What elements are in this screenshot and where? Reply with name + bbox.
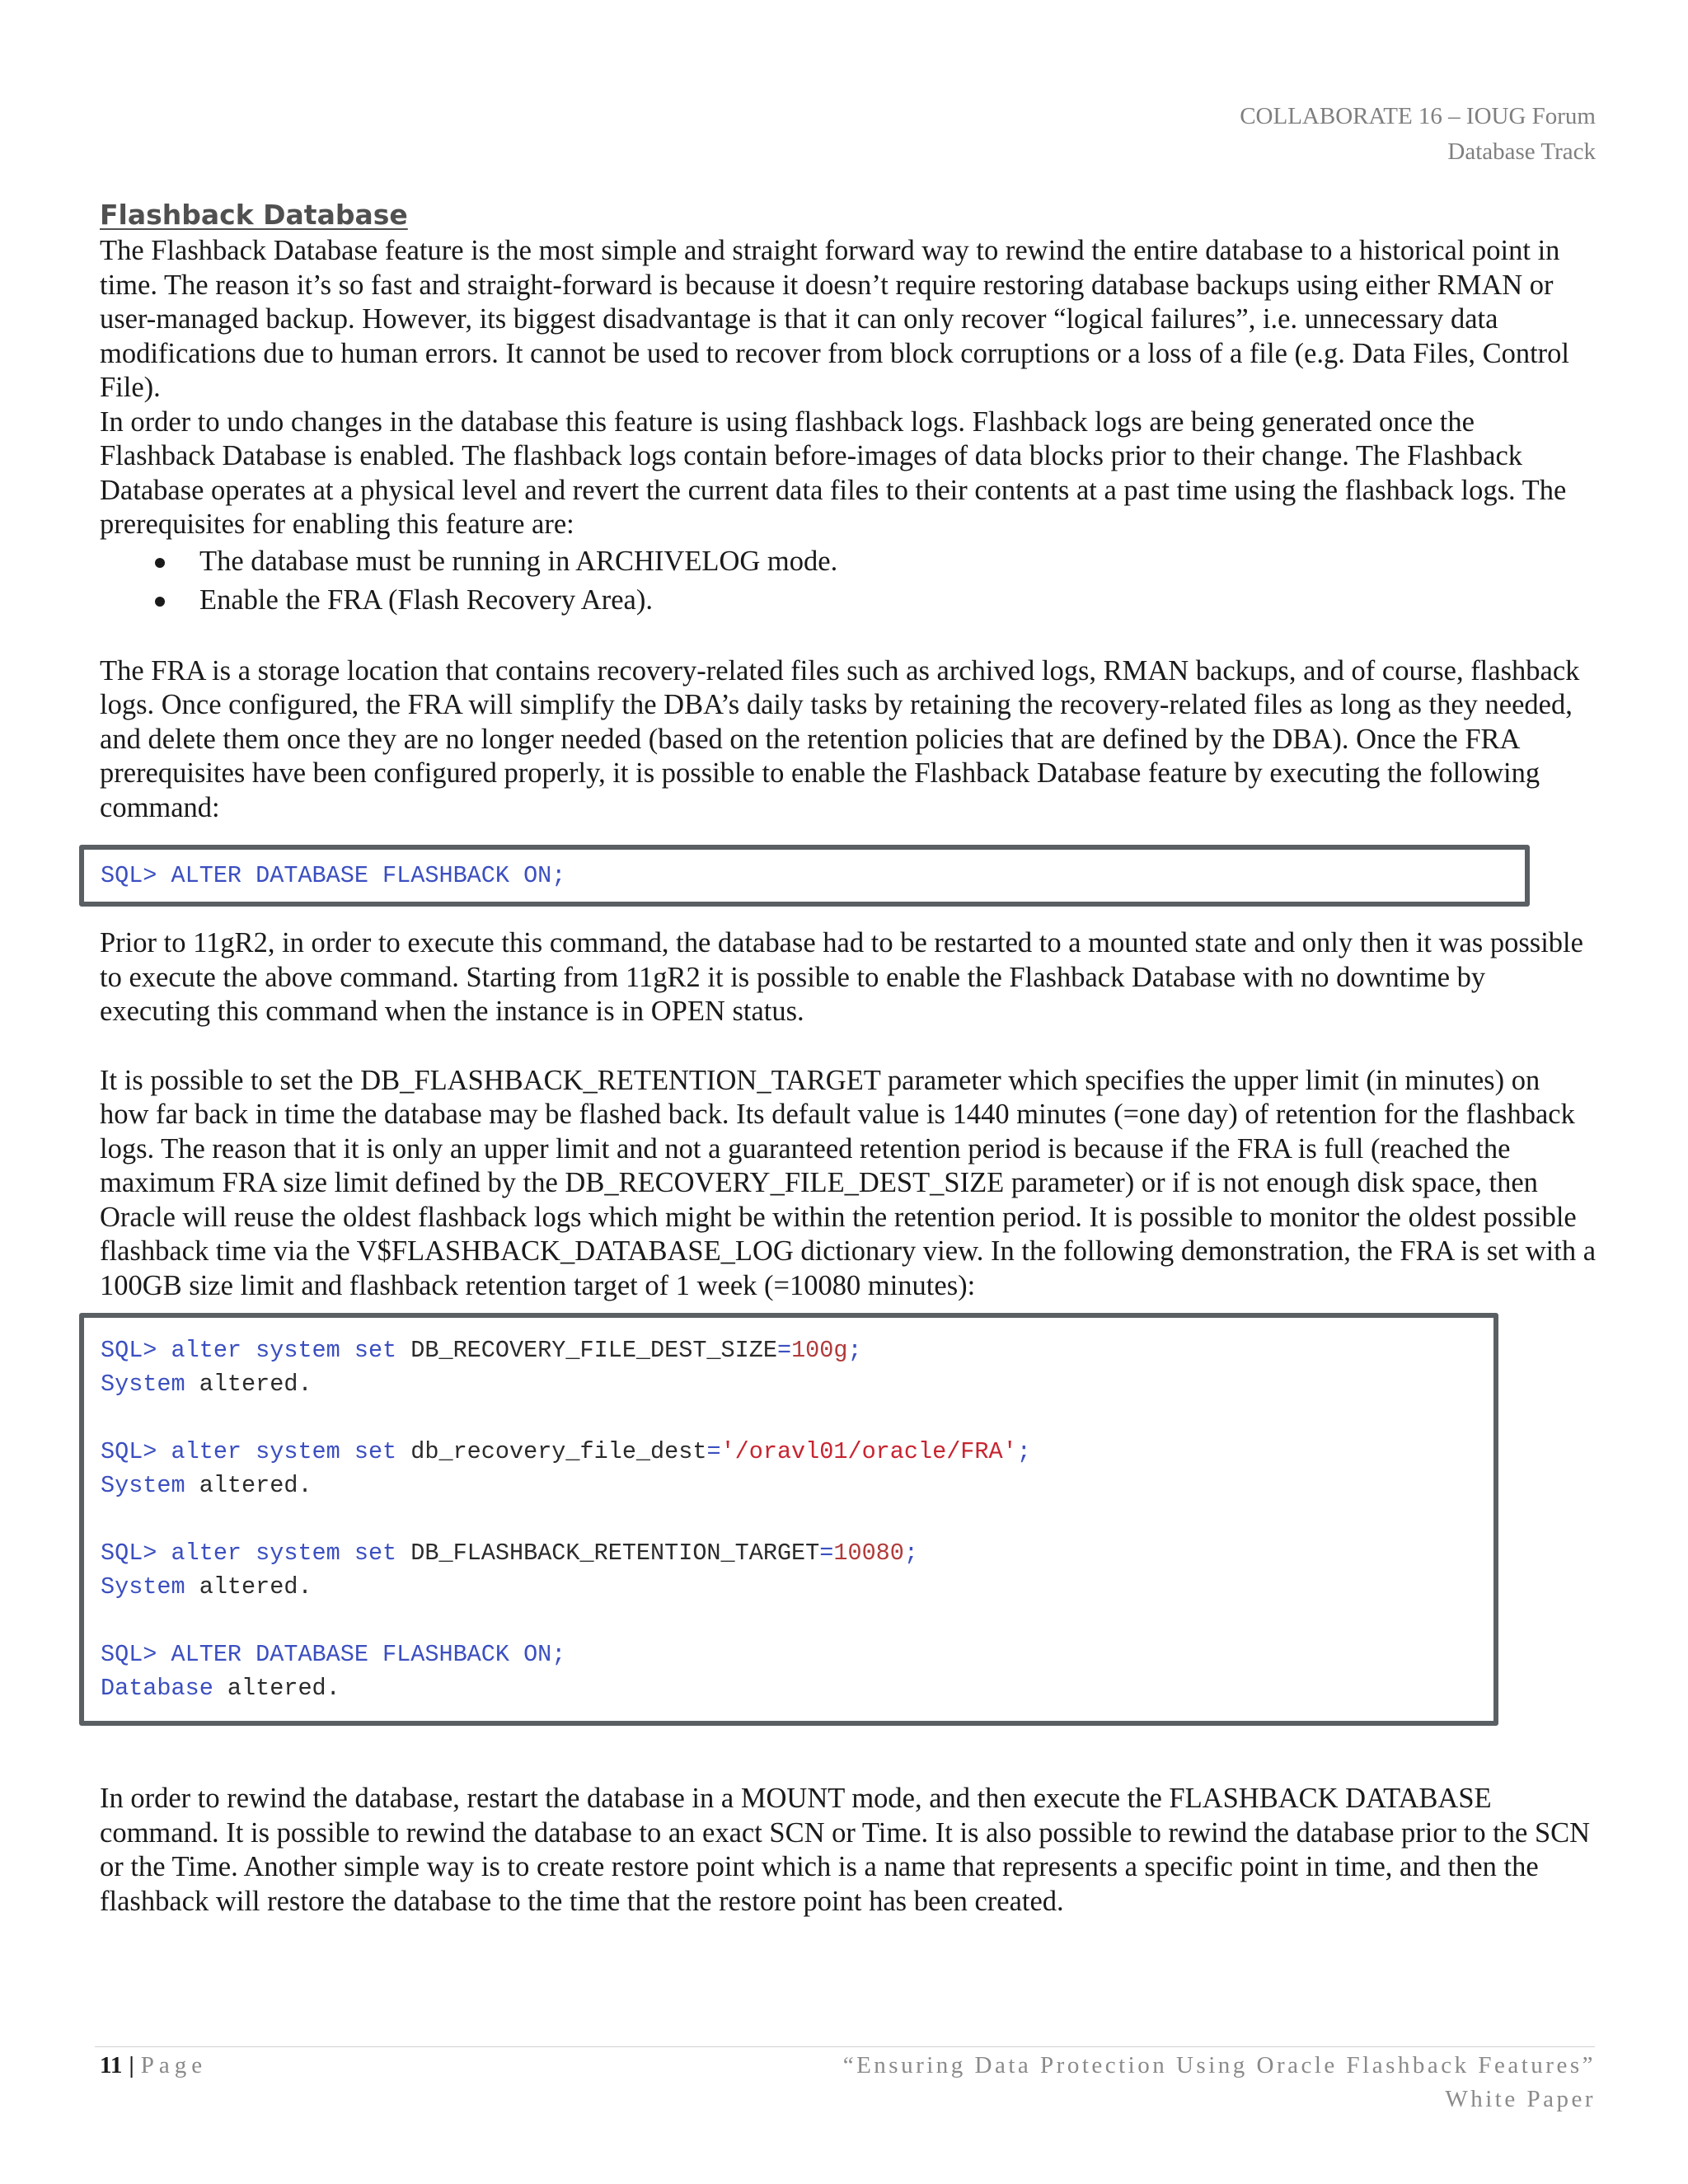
paragraph-rewind: In order to rewind the database, restart the database in a MOUNT mode, and then execute the FLASHBACK DATABASE command. It is possible to rewind the database to an exact SCN or Time. It is also possible to rewind the database prior to the SCN or the Time. Another simple way is to create restore point which is a name that represents a specific point in time, and then the flashback will restore the database to the time that the restore point has been created. (100, 1783, 1591, 1917)
header-track: Database Track (1447, 138, 1596, 165)
footer-paper-title: “Ensuring Data Protection Using Oracle Flashback Features” (842, 2052, 1596, 2079)
paragraph-intro: The Flashback Database feature is the most simple and straight forward way to rewind the entire database to a historical point in time. The reason it’s so fast and straight-forward is because it doesn’t require restoring database backups using either RMAN or user-managed backup. However, its biggest disadvantage is that it can only recover “logical failures”, i.e. unnecessary data modifications due to human errors. It cannot be used to recover from block corruptions or a loss of a file (e.g. Data Files, Control File). (100, 235, 1569, 403)
page-label: Page (140, 2052, 208, 2079)
code-block-enable-flashback (79, 845, 1530, 907)
page-number: 11 (100, 2052, 123, 2079)
bullet-icon (155, 558, 165, 568)
code-line: SQL> alter system set DB_RECOVERY_FILE_DEST_SIZE=100g; (101, 1337, 862, 1364)
page-header (854, 99, 1596, 170)
code-line: Database altered. (101, 1675, 340, 1702)
footer-page-number (100, 2049, 207, 2082)
footer-separator: | (129, 2052, 134, 2079)
prerequisites-list (100, 542, 1596, 620)
code-line: System altered. (101, 1371, 312, 1398)
list-item: The database must be running in ARCHIVELOG mode. (100, 542, 1596, 581)
footer-divider (95, 2046, 1595, 2047)
code-blank-line (101, 1604, 1477, 1638)
bullet-icon (155, 597, 165, 607)
paragraph-11gr2: Prior to 11gR2, in order to execute this command, the database had to be restarted to a mounted state and only then it was possible to execute the above command. Starting from 11gR2 it is possible to enable the Flashback Database with no downtime by executing this command when the instance is in OPEN status. (100, 927, 1583, 1027)
code-line: SQL> alter system set db_recovery_file_dest='/oravl01/oracle/FRA'; (101, 1438, 1031, 1465)
paragraph-retention-target: It is possible to set the DB_FLASHBACK_RETENTION_TARGET parameter which specifies the upper limit (in minutes) on how far back in time the database may be flashed back. Its default value is 1440 minutes (=one day) of retention for the flashback logs. The reason that it is only an upper limit and not a guaranteed retention period is because if the FRA is full (reached the maximum FRA size limit defined by the DB_RECOVERY_FILE_DEST_SIZE parameter) or if is not enough disk space, then Oracle will reuse the oldest flashback logs which might be within the retention period. It is possible to monitor the oldest possible flashback time via the V$FLASHBACK_DATABASE_LOG dictionary view. In the following demonstration, the FRA is set with a 100GB size limit and flashback retention target of 1 week (=10080 minutes): (100, 1064, 1597, 1301)
code-blank-line (101, 1502, 1477, 1536)
code-line: SQL> alter system set DB_FLASHBACK_RETENTION_TARGET=10080; (101, 1540, 918, 1567)
code-blank-line (101, 1401, 1477, 1435)
code-block-fra-setup (79, 1313, 1498, 1726)
page-content (100, 196, 1596, 1919)
paragraph-fra: The FRA is a storage location that contains recovery-related files such as archived logs, RMAN backups, and of course, flashback logs. Once configured, the FRA will simplify the DBA’s daily tasks by retaining the recovery-related files as long as they needed, and delete them once they are no longer needed (based on the retention policies that are defined by the DBA). Once the FRA prerequisites have been configured properly, it is possible to enable the Flashback Database feature by executing the following command: (100, 654, 1580, 823)
footer-title (689, 2049, 1596, 2116)
code-line: System altered. (101, 1573, 312, 1601)
section-title: Flashback Database (100, 199, 408, 231)
code-line: System altered. (101, 1472, 312, 1499)
list-item: Enable the FRA (Flash Recovery Area). (100, 581, 1596, 620)
paragraph-flashback-logs: In order to undo changes in the database this feature is using flashback logs. Flashback logs are being generated once the Flashback Database is enabled. The flashback logs contain before-images of data blocks prior to their change. The Flashback Database operates at a physical level and revert the current data files to their contents at a past time using the flashback logs. The prerequisites for enabling this feature are: (100, 405, 1567, 540)
code-line: SQL> ALTER DATABASE FLASHBACK ON; (101, 1641, 566, 1668)
header-conference: COLLABORATE 16 – IOUG Forum (1240, 103, 1596, 129)
footer-paper-type: White Paper (1445, 2086, 1596, 2112)
code-line: SQL> ALTER DATABASE FLASHBACK ON; (101, 862, 566, 889)
